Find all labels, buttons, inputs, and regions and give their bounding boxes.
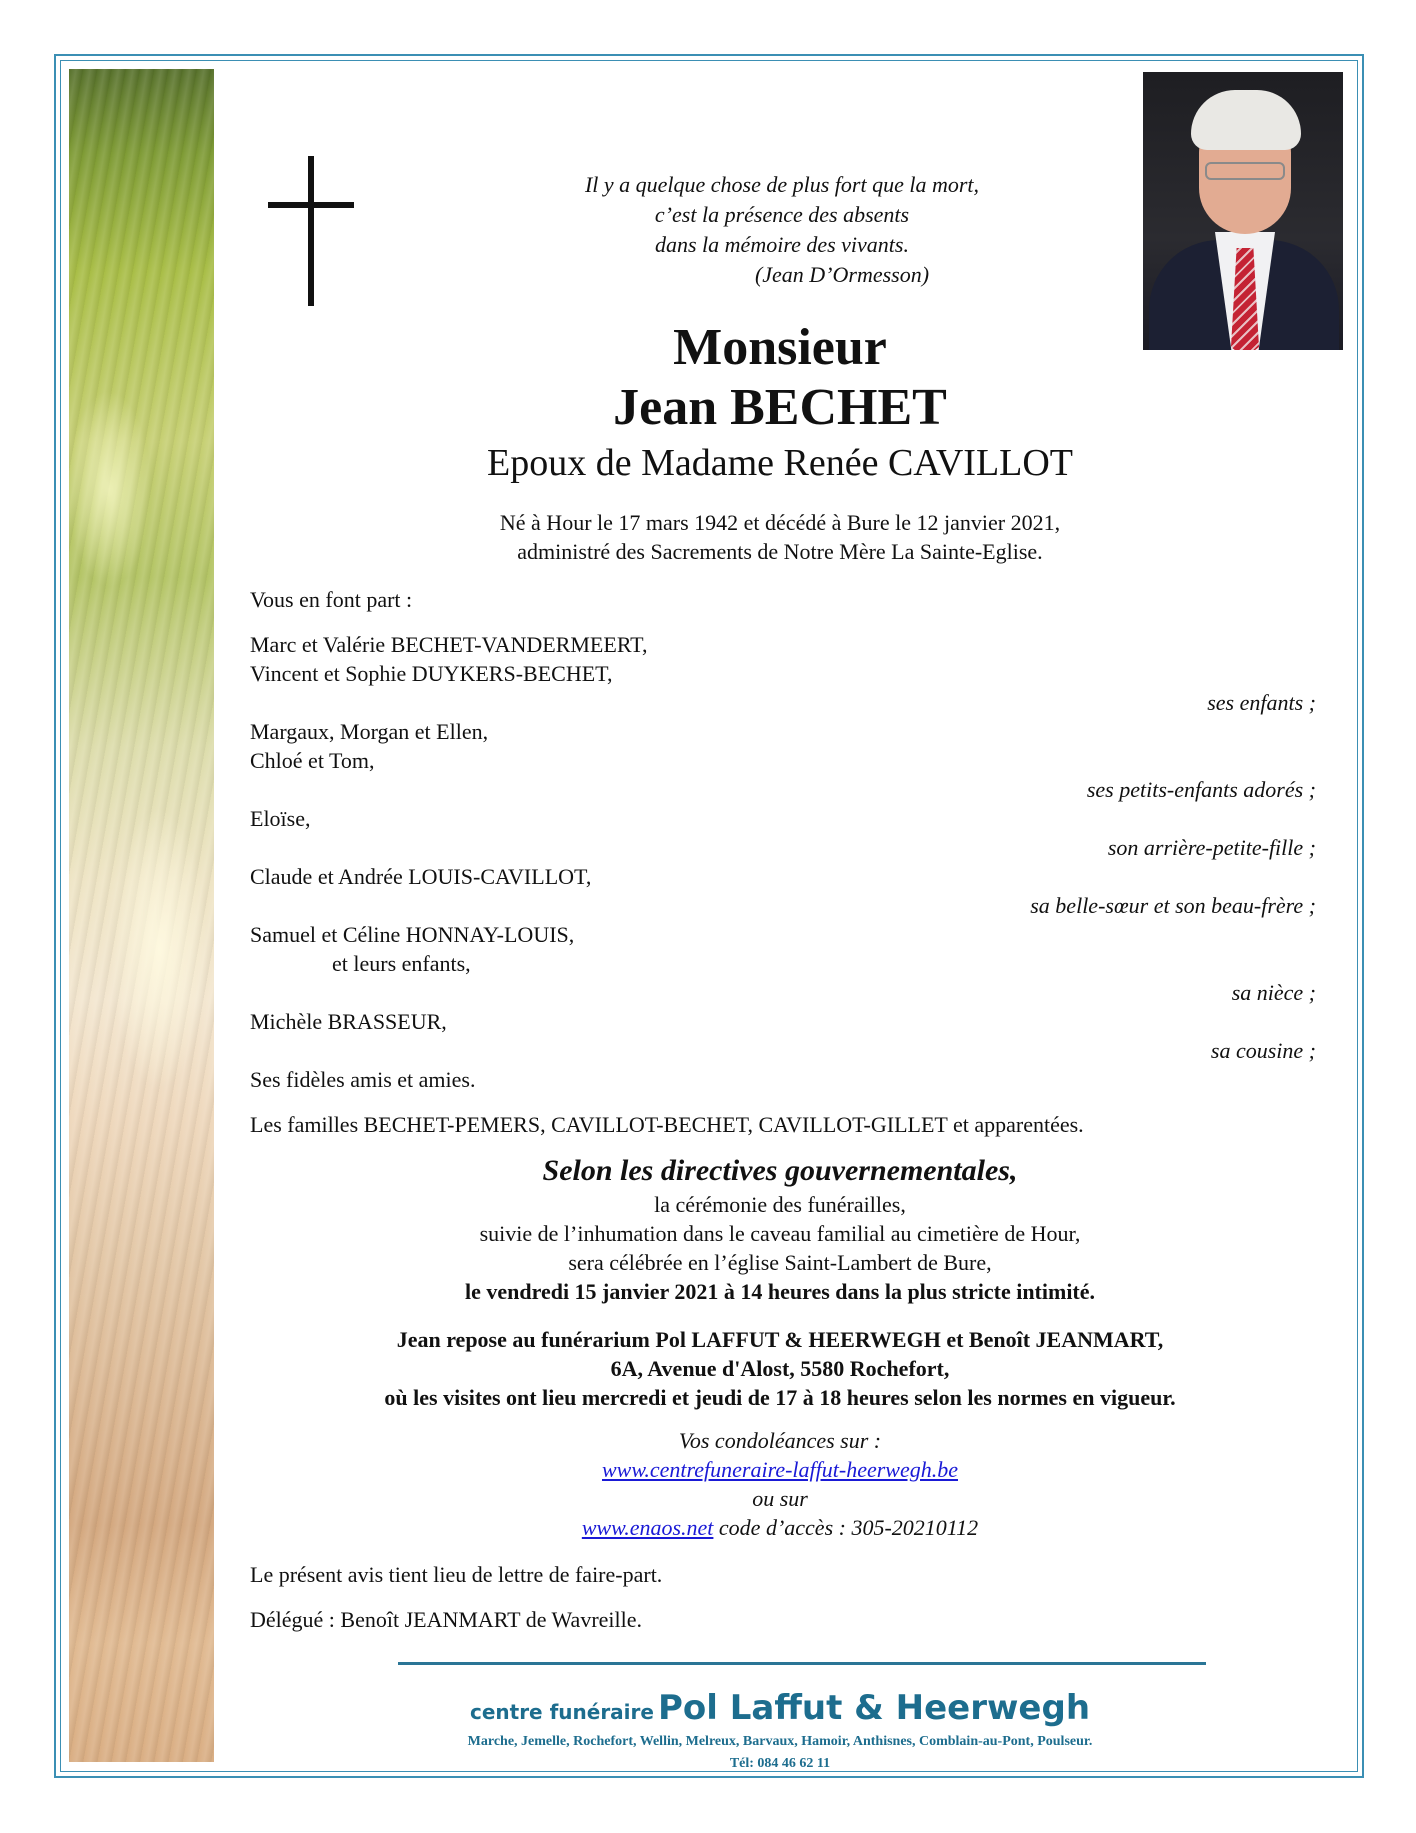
in-laws-line: Claude et Andrée LOUIS-CAVILLOT, xyxy=(250,864,592,889)
visits-line: où les visites ont lieu mercredi et jeudi de 17 à 18 heures selon les normes en vigueur. xyxy=(384,1385,1176,1410)
footer-divider xyxy=(398,1662,1206,1665)
niece-role: sa nièce ; xyxy=(1231,980,1316,1005)
condolences-block xyxy=(250,1426,1310,1542)
families-line: Les familles BECHET-PEMERS, CAVILLOT-BECHET, CAVILLOT-GILLET et apparentées. xyxy=(250,1112,1084,1137)
friends-line: Ses fidèles amis et amies. xyxy=(250,1067,476,1092)
birth-death-info xyxy=(250,508,1310,566)
quote-line: Il y a quelque chose de plus fort que la mort, xyxy=(584,172,980,197)
children-line: Vincent et Sophie DUYKERS-BECHET, xyxy=(250,661,613,686)
quote xyxy=(552,170,1012,290)
niece-line: Samuel et Céline HONNAY-LOUIS, xyxy=(250,922,575,947)
grandchildren-line: Margaux, Morgan et Ellen, xyxy=(250,719,489,744)
quote-author: (Jean D’Ormesson) xyxy=(754,262,930,287)
ceremony-heading: Selon les directives gouvernementales, xyxy=(542,1154,1018,1187)
enaos-link[interactable]: www.enaos.net xyxy=(581,1515,714,1540)
spouse-line: Epoux de Madame Renée CAVILLOT xyxy=(486,442,1074,484)
in-laws-role: sa belle-sœur et son beau-frère ; xyxy=(1030,893,1316,918)
deceased-heading xyxy=(250,318,1310,488)
condolences-or: ou sur xyxy=(752,1486,808,1511)
delegate-line: Délégué : Benoît JEANMART de Wavreille. xyxy=(250,1607,643,1632)
birth-death-line: Né à Hour le 17 mars 1942 et décédé à Bure le 12 janvier 2021, xyxy=(499,510,1061,535)
branch-towns: Marche, Jemelle, Rochefort, Wellin, Melreux, Barvaux, Hamoir, Anthisnes, Comblain-au-Pont, Poulseur. xyxy=(467,1734,1093,1749)
cousin-line: Michèle BRASSEUR, xyxy=(250,1009,447,1034)
phone-number: Tél: 084 46 62 11 xyxy=(729,1756,831,1771)
access-code: code d’accès : 305-20210112 xyxy=(713,1515,979,1540)
ceremony-line: la cérémonie des funérailles, xyxy=(654,1192,906,1217)
funeral-home-logo xyxy=(250,1688,1310,1728)
quote-line: c’est la présence des absents xyxy=(654,202,910,227)
logo-prefix: centre funéraire xyxy=(469,1700,654,1724)
ceremony-block xyxy=(250,1152,1310,1306)
grandchildren-role: ses petits-enfants adorés ; xyxy=(1086,777,1316,802)
honorific: Monsieur xyxy=(673,319,887,376)
sacraments-line: administré des Sacrements de Notre Mère La Sainte-Eglise. xyxy=(517,539,1043,564)
great-grandchild-role: son arrière-petite-fille ; xyxy=(1107,835,1316,860)
ceremony-line: suivie de l’inhumation dans le caveau familial au cimetière de Hour, xyxy=(479,1221,1081,1246)
notice-line: Le présent avis tient lieu de lettre de faire-part. xyxy=(250,1562,663,1587)
funerarium-line: Jean repose au funérarium Pol LAFFUT & HEERWEGH et Benoît JEANMART, xyxy=(396,1327,1164,1352)
children-role: ses enfants ; xyxy=(1207,690,1316,715)
funeral-center-link[interactable]: www.centrefuneraire-laffut-heerwegh.be xyxy=(602,1457,958,1482)
ceremony-date: le vendredi 15 janvier 2021 à 14 heures dans la plus stricte intimité. xyxy=(464,1279,1096,1304)
funerarium-block xyxy=(250,1325,1310,1412)
logo-name: Pol Laffut & Heerwegh xyxy=(657,1688,1091,1728)
cross-icon xyxy=(268,156,358,306)
forest-path-image xyxy=(69,69,214,1762)
niece-children-line: et leurs enfants, xyxy=(332,951,471,976)
cousin-role: sa cousine ; xyxy=(1210,1038,1316,1063)
great-grandchild-line: Eloïse, xyxy=(250,806,311,831)
deceased-name: Jean BECHET xyxy=(613,379,947,436)
portrait-photo xyxy=(1143,72,1343,350)
children-line: Marc et Valérie BECHET-VANDERMEERT, xyxy=(250,632,648,657)
ceremony-line: sera célébrée en l’église Saint-Lambert de Bure, xyxy=(568,1250,992,1275)
funerarium-address: 6A, Avenue d'Alost, 5580 Rochefort, xyxy=(610,1356,950,1381)
announce-intro: Vous en font part : xyxy=(250,587,413,612)
condolences-intro: Vos condoléances sur : xyxy=(678,1428,882,1453)
quote-line: dans la mémoire des vivants. xyxy=(655,232,909,257)
grandchildren-line: Chloé et Tom, xyxy=(250,748,375,773)
